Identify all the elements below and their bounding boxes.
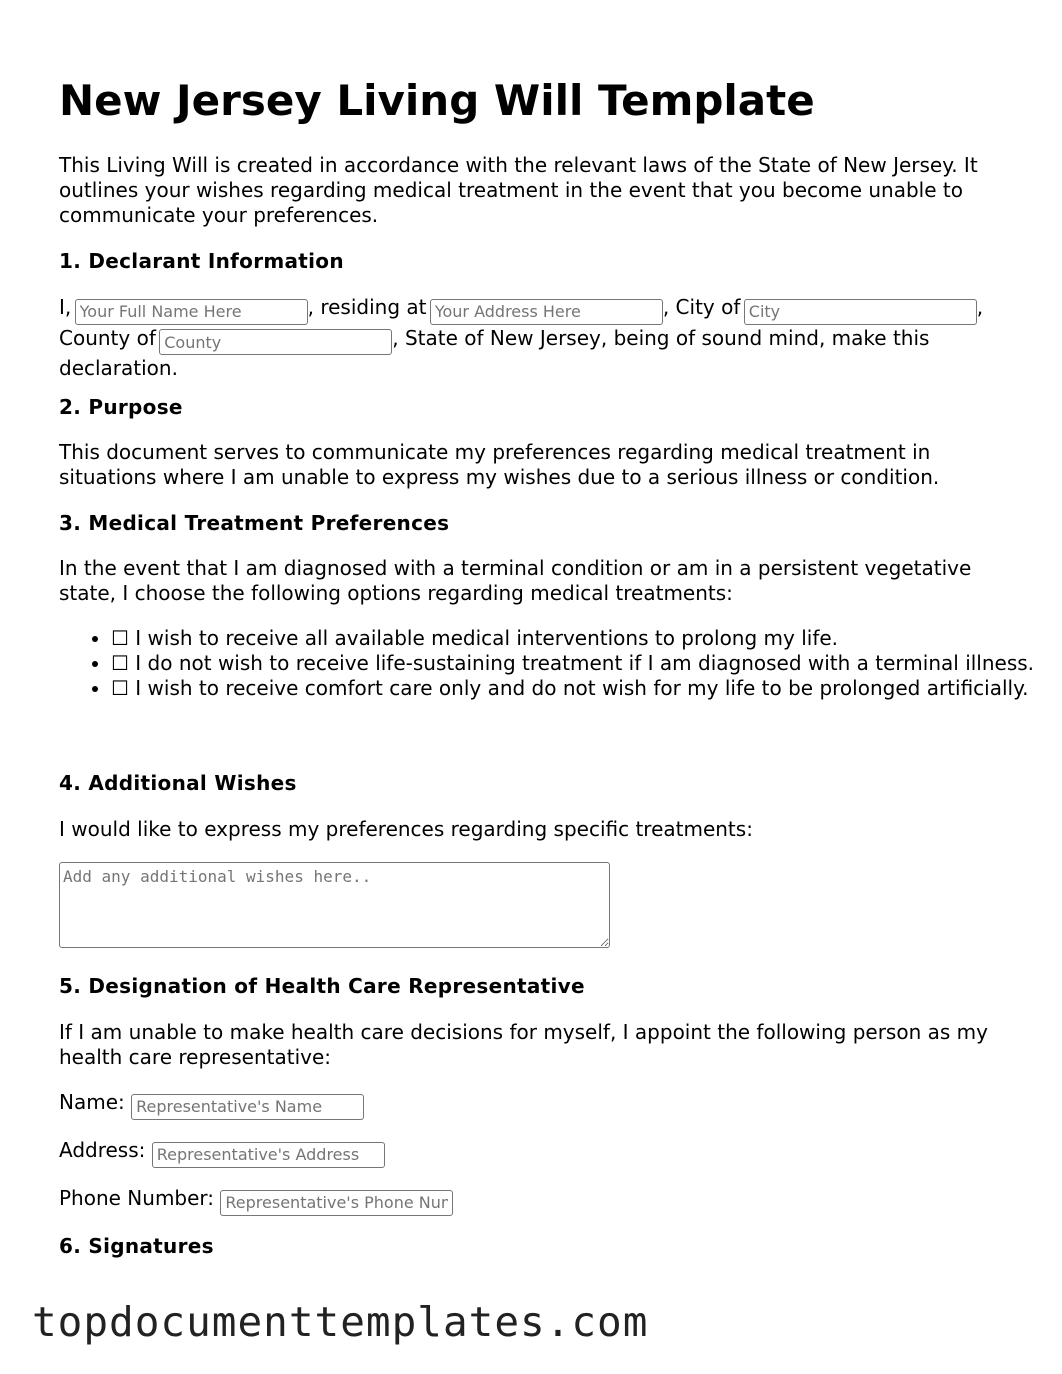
full-name-input[interactable] <box>75 299 308 325</box>
representative-address-row <box>59 1138 1009 1168</box>
additional-wishes-paragraph: I would like to express my preferences regarding specific treatments: <box>59 817 753 841</box>
watermark: topdocumenttemplates.com <box>32 1298 649 1346</box>
section-3-heading: 3. Medical Treatment Preferences <box>59 511 450 535</box>
intro-paragraph: This Living Will is created in accordance with the relevant laws of the State of New Jersey. It outlines your wishes regarding medical treatment in the event that you become unable to communicate your preferences. <box>59 153 978 227</box>
additional-wishes-wrapper <box>59 862 1009 948</box>
declarant-text-comma: , <box>976 295 984 319</box>
representative-phone-row <box>59 1186 1009 1216</box>
city-input[interactable] <box>744 299 977 325</box>
representative-phone-label: Phone Number: <box>59 1186 215 1210</box>
treatment-option-1[interactable]: • ☐ I wish to receive all available medical interventions to prolong my life. <box>111 626 1051 651</box>
section-4-heading: 4. Additional Wishes <box>59 771 297 795</box>
declarant-text-i: I, <box>59 295 72 319</box>
address-input[interactable] <box>430 299 663 325</box>
representative-address-input[interactable] <box>152 1142 385 1168</box>
purpose-paragraph: This document serves to communicate my preferences regarding medical treatment in situations where I am unable to express my wishes due to a serious illness or condition. <box>59 440 940 489</box>
declarant-block <box>59 294 1009 382</box>
declarant-text-county: County of <box>59 325 156 350</box>
declarant-line-1 <box>59 294 1009 325</box>
section-1-heading: 1. Declarant Information <box>59 249 344 273</box>
representative-name-label: Name: <box>59 1090 125 1114</box>
treatment-options-list <box>59 626 1051 701</box>
section-6-heading: 6. Signatures <box>59 1234 214 1258</box>
representative-address-label: Address: <box>59 1138 146 1162</box>
treatment-option-2[interactable]: • ☐ I do not wish to receive life-sustaining treatment if I am diagnosed with a terminal illness. <box>111 651 1051 676</box>
section-5-heading: 5. Designation of Health Care Representative <box>59 974 585 998</box>
representative-phone-input[interactable] <box>220 1190 453 1216</box>
representative-paragraph: If I am unable to make health care decisions for myself, I appoint the following person as my health care representative: <box>59 1020 988 1069</box>
declarant-text-residing: , residing at <box>307 295 427 319</box>
representative-name-row <box>59 1090 1009 1120</box>
section-2-heading: 2. Purpose <box>59 395 183 419</box>
treatment-intro-paragraph: In the event that I am diagnosed with a terminal condition or am in a persistent vegetative state, I choose the following options regarding medical treatments: <box>59 556 972 605</box>
declarant-line-2 <box>59 325 1009 383</box>
county-input[interactable] <box>159 329 392 355</box>
page-title: New Jersey Living Will Template <box>59 76 815 125</box>
treatment-option-3[interactable]: • ☐ I wish to receive comfort care only and do not wish for my life to be prolonged artificially. <box>111 676 1051 701</box>
declarant-text-state: , State of New Jersey, being of sound mind, make this declaration. <box>59 325 930 380</box>
representative-name-input[interactable] <box>131 1094 364 1120</box>
declarant-text-city: , City of <box>662 295 741 319</box>
additional-wishes-textarea[interactable] <box>59 862 610 948</box>
